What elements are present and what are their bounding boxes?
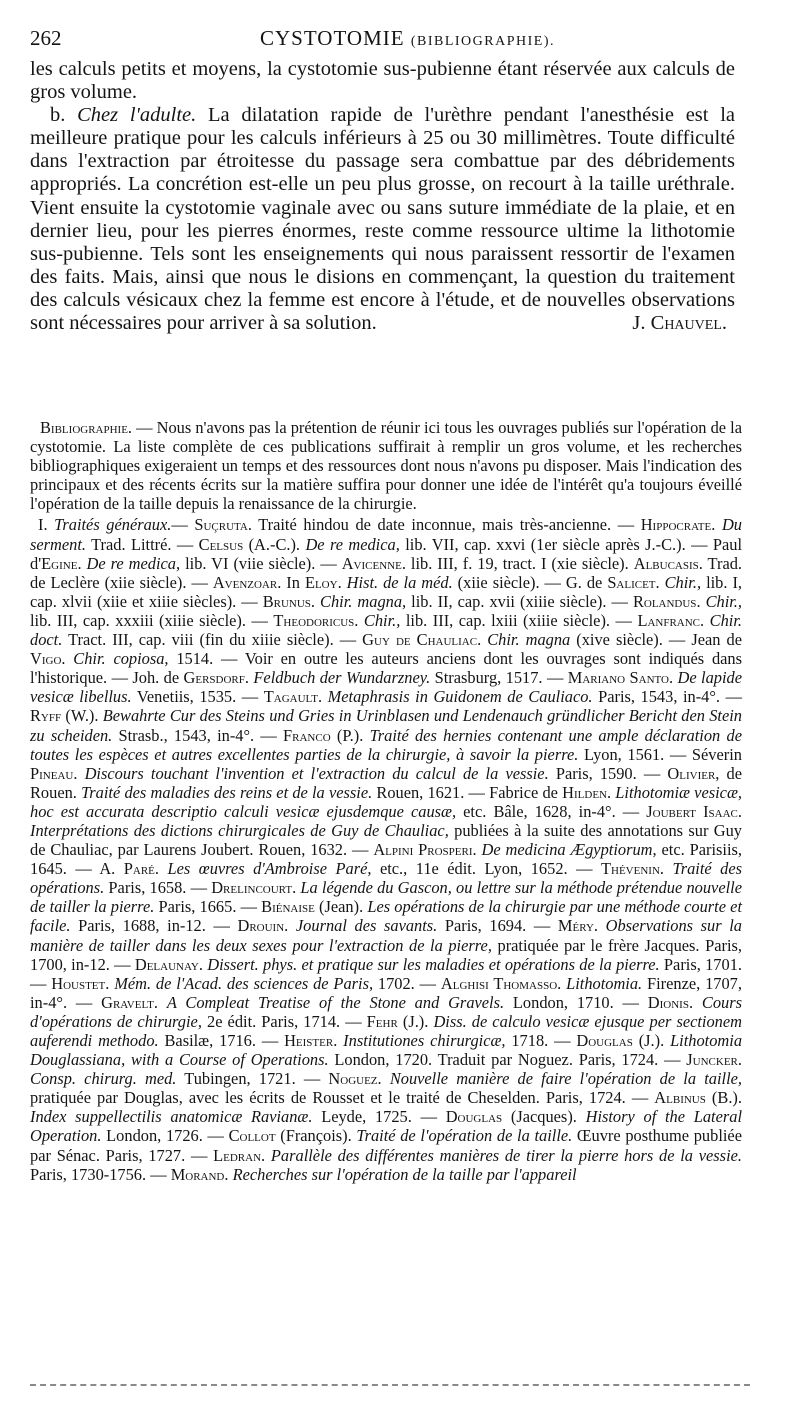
citation-text: Venetiis, 1535. — — [131, 687, 264, 707]
author-name: Eloy — [304, 572, 338, 592]
citation-text: . — [593, 916, 606, 936]
citation-text: . — [153, 992, 167, 1012]
citation-text: lib. I, cap. xlvii (xiie et xiiie siècles). — — [30, 572, 743, 611]
citation-text: lib. VI (viie siècle). — — [180, 553, 342, 573]
author-name: Fehr — [366, 1011, 398, 1031]
citation-text: (xive siècle). — Jean de — [570, 630, 742, 650]
citation-text: 1718. — — [505, 1031, 577, 1050]
citation-text: lib. III, cap. xxxiii (xiiie siècle). — — [30, 610, 274, 630]
author-name: Lanfranc — [637, 610, 701, 630]
citation-text: Paris, 1665. — — [154, 897, 262, 917]
work-title: Lithotomiæ vesicæ, hoc est accurata descriptio calculi vesicæ ejusdemque causæ, — [30, 782, 742, 821]
work-title: Les opérations de la chirurgie par une méthode courte et facile. — [30, 897, 742, 936]
citation-text: lib. VII, cap. xxvi (1er siècle après J.-C.). — Paul d' — [30, 534, 743, 573]
citation-text: . lib. III, f. 19, tract. I (xie siècle). — [401, 553, 634, 573]
page-number: 262 — [30, 26, 62, 50]
citation-text: Paris, 1730-1756. — — [30, 1164, 171, 1184]
work-title: La légende du Gascon, ou lettre sur la méthode prétendue nouvelle de tailler la pierre. — [30, 878, 742, 917]
work-title: Dissert. phys. et pratique sur les maladies et opérations de la pierre. — [207, 954, 660, 974]
citation-text: (A.-C.). — [243, 534, 306, 554]
author-name: Hippocrate — [640, 515, 712, 535]
citation-text: pratiquée par le frère Jacques. Paris, 1700, in-12. — — [30, 935, 742, 974]
citation-text: publiées à la suite des annotations sur Guy de Chauliac, par Laurens Joubert. Rouen, 1632. — — [30, 820, 743, 860]
citation-text: . — [333, 1031, 344, 1050]
paragraph-label: b. — [50, 104, 66, 127]
citation-text: . — [244, 668, 254, 688]
header-subtitle: (BIBLIOGRAPHIE). — [410, 34, 555, 49]
citation-text: . — [310, 591, 321, 611]
citation-text: (François). — [275, 1126, 357, 1146]
citation-text: . — [284, 916, 296, 936]
citation-text: . — [261, 1145, 271, 1165]
work-title: Diss. de calculo vesicæ ejusque per sectionem auferendi methodo. — [30, 1011, 742, 1050]
list-heading: Traités généraux. — [54, 515, 172, 535]
author-signature: J. Chauvel. — [632, 312, 727, 335]
citation-text: . — [105, 973, 115, 993]
citation-text: . — [377, 1069, 390, 1089]
citation-text: London, 1726. — — [101, 1126, 229, 1146]
citation-text: Lyon, 1561. — Séverin — [578, 744, 742, 764]
citation-text: Basilæ, 1716. — — [158, 1031, 285, 1050]
citation-text: . — [354, 610, 364, 630]
header-title — [260, 26, 555, 51]
author-name: Biénaise — [261, 897, 315, 917]
author-name: Juncker — [686, 1050, 738, 1070]
author-name: Joubert Isaac — [646, 801, 738, 821]
author-name: Heister — [284, 1031, 334, 1050]
citation-text: Trad. Littré. — — [86, 534, 199, 554]
author-name: Avenzoar — [212, 572, 278, 592]
author-name: Alpini Prosperi — [373, 840, 473, 860]
citation-text: . Traité hindou de date inconnue, mais très-ancienne. — — [247, 515, 641, 535]
work-title: Mém. de l'Acad. des sciences de Paris, — [114, 973, 374, 993]
author-name: Suçruta — [194, 515, 248, 535]
citation-text: (J.). — [632, 1031, 671, 1050]
paragraph-body: La dilatation rapide de l'urèthre pendant l'anesthésie est la meilleure pratique pour les calculs inférieurs à 25 ou 30 millimètres. Toute difficulté dans l'extraction par étroitesse du passage sera combattue par des débridements appropriés. La concrétion est-elle un peu plus grosse, on recourt à la taille uréthrale. Vient ensuite la cystotomie vaginale avec ou sans suture immédiate de la plaie, et en dernier lieu, pour les pierres énormes, reste comme ressource ultime la lithotomie sus-pubienne. Tels sont les enseignements qui nous paraissent ressortir de l'examen des faits. Mais, ainsi que nous le disions en commençant, la question du traitement des calculs vésicaux chez la femme est encore à l'étude, et de nouvelles observations sont nécessaires pour arriver à sa solution. — [30, 104, 736, 335]
author-name: Dionis — [647, 992, 689, 1012]
citation-text: Strasb., 1543, in-4°. — — [112, 725, 284, 745]
paragraph-adult — [30, 104, 735, 335]
work-title: Lithotomia Douglassiana, with a Course of Operations. — [30, 1031, 743, 1070]
citation-text: Œuvre posthume publiée par Sénac. Paris, 1727. — — [30, 1126, 742, 1165]
list-label: I. — [38, 515, 48, 535]
citation-text: . — [292, 878, 301, 898]
paragraph-heading: Chez l'adulte. — [77, 104, 197, 127]
author-name: Douglas — [576, 1031, 633, 1050]
citation-text: — — [171, 515, 195, 535]
citation-text: . — [711, 515, 722, 535]
citation-text: . — [700, 610, 710, 630]
work-title: Bewahrte Cur des Steins und Gries in Urinblasen und Lendenauch gründlicher Bericht den Stein zu scheiden. — [30, 706, 742, 745]
author-name: Morand — [170, 1164, 225, 1184]
work-title: De re medica, — [305, 534, 400, 554]
citation-text: . — [472, 840, 482, 860]
citation-text: Paris, 1543, in-4°. — — [592, 687, 742, 707]
citation-text: etc., 11e édit. Lyon, 1652. — — [371, 859, 601, 879]
author-name: Thévenin — [601, 859, 660, 879]
citation-text: (Jacques). — [502, 1107, 586, 1127]
work-title: Institutiones chirurgicæ, — [343, 1031, 506, 1050]
work-title: Cours d'opérations de chirurgie, — [30, 992, 742, 1031]
work-title: Recherches sur l'opération de la taille par l'appareil — [232, 1164, 577, 1184]
author-name: Delaunay — [134, 954, 199, 974]
citation-text: . — [73, 763, 85, 783]
citation-text: Paris, 1688, in-12. — — [70, 916, 238, 936]
work-title: Chir., — [705, 591, 743, 611]
citation-text: etc. Parisiis, 1645. — A. — [30, 840, 742, 879]
author-name: Alghisi Thomasso — [440, 973, 558, 993]
work-title: Feldbuch der Wundarzney. — [253, 668, 431, 688]
author-name: Drouin — [237, 916, 285, 936]
citation-text: Paris, 1701. — — [30, 954, 742, 993]
work-title: Observations sur la manière de tailler dans les deux sexes pour l'extraction de la pierre, — [30, 916, 742, 955]
work-title: History of the Lateral Operation. — [30, 1107, 743, 1146]
author-name: Albucasis — [633, 553, 699, 573]
citation-text: Firenze, 1707, in-4°. — — [30, 973, 742, 1012]
citation-text: (P.). — [330, 725, 370, 745]
author-name: Gravelt — [101, 992, 154, 1012]
work-title: Chir., — [664, 572, 702, 592]
citation-text: Paris, 1694. — — [437, 916, 558, 936]
citation-text: . — [224, 1164, 233, 1184]
citation-text: . — [737, 1050, 742, 1070]
citation-text: . — [77, 553, 87, 573]
citation-text: . — [688, 992, 702, 1012]
author-name: Rolandus — [632, 591, 697, 611]
citation-text: . Trad. de Leclère (xiie siècle). — — [30, 553, 743, 592]
citation-text: . — [737, 801, 742, 821]
footer-rule — [30, 1384, 750, 1388]
work-title: Parallèle des différentes manières de tirer la pierre hors de la vessie. — [270, 1145, 742, 1165]
citation-text: . — [198, 954, 208, 974]
work-title: Du serment. — [30, 515, 742, 554]
author-name: Drelincourt — [211, 878, 293, 898]
author-name: Pineau — [30, 763, 74, 783]
author-name: Ledran — [213, 1145, 262, 1165]
author-name: Guy de Chauliac — [362, 630, 478, 650]
citation-text: . — [696, 591, 706, 611]
citation-text: London, 1720. Traduit par Noguez. Paris, 1724. — — [328, 1050, 687, 1070]
header-title-main: CYSTOTOMIE — [260, 26, 405, 50]
work-title: De re medica, — [86, 553, 181, 573]
work-title: Traité des opérations. — [30, 859, 742, 898]
bibliography-intro — [30, 418, 742, 513]
author-name: Houstet — [51, 973, 106, 993]
author-name: Avicenne — [341, 553, 402, 573]
citation-text: (B.). — [705, 1088, 742, 1108]
author-name: Gersdorf — [183, 668, 245, 688]
work-title: Nouvelle manière de faire l'opération de la taille, — [389, 1069, 742, 1089]
author-name: Olivier — [667, 763, 716, 783]
author-name: Franco — [283, 725, 331, 745]
work-title: De lapide vesicæ libellus. — [30, 668, 742, 707]
work-title: Lithotomia. — [566, 973, 643, 993]
citation-text: . — [668, 668, 678, 688]
citation-text: lib. III, cap. lxiii (xiiie siècle). — — [400, 610, 638, 630]
citation-text: Leyde, 1725. — — [312, 1107, 446, 1127]
work-title: Metaphrasis in Guidonem de Cauliaco. — [327, 687, 593, 707]
work-title: Traité des hernies contenant une ample déclaration de toutes les espèces et autres excellentes parties de la chirurgie, à savoir la pierre. — [30, 725, 742, 764]
work-title: Traité de l'opération de la taille. — [356, 1126, 573, 1146]
author-name: Tagault — [263, 687, 318, 707]
work-title: Les œuvres d'Ambroise Paré, — [167, 859, 372, 879]
citation-text: (xiie siècle). — G. de — [452, 572, 608, 592]
citation-text: Rouen, 1621. — Fabrice de — [372, 782, 563, 802]
work-title: Chir. magna — [487, 630, 571, 650]
work-title: Chir. magna, — [320, 591, 407, 611]
author-name: Paré — [123, 859, 155, 879]
work-title: Traité des maladies des reins et de la vessie. — [81, 782, 373, 802]
author-name: Vigo — [30, 649, 62, 669]
citation-text: . In — [277, 572, 305, 592]
author-name: Ryff — [30, 706, 62, 726]
work-title: Chir. copiosa, — [73, 649, 169, 669]
bibliography-list — [30, 515, 742, 1183]
citation-text: 1702. — — [373, 973, 441, 993]
paragraph-continuation: les calculs petits et moyens, la cystotomie sus-pubienne étant réservée aux calculs de gros volume. — [30, 58, 735, 104]
author-name: Hilden — [562, 782, 607, 802]
author-name: Theodoricus — [273, 610, 355, 630]
author-name: Méry — [557, 916, 594, 936]
citation-text: Tract. III, cap. viii (fin du xiiie siècle). — — [62, 630, 363, 650]
citation-text: pratiquée par Douglas, avec les écrits de Rousset et le traité de Cheselden. Paris, 1724. — — [30, 1088, 655, 1108]
citation-text: Strasburg, 1517. — — [430, 668, 568, 688]
work-title: Consp. chirurg. med. — [30, 1069, 177, 1089]
work-title: Journal des savants. — [295, 916, 438, 936]
author-name: Salicet — [607, 572, 656, 592]
work-title: Chir., — [363, 610, 401, 630]
citation-text: Tubingen, 1721. — — [176, 1069, 329, 1089]
work-title: De medicina Ægyptiorum, — [481, 840, 657, 860]
work-title: Index suppellectilis anatomicæ Ravianæ. — [30, 1107, 313, 1127]
author-name: Egine — [41, 553, 78, 573]
citation-text: (J.). — [397, 1011, 434, 1031]
work-title: A Compleat Treatise of the Stone and Gravels. — [166, 992, 505, 1012]
citation-text: . — [154, 859, 168, 879]
citation-text: 2e édit. Paris, 1714. — — [201, 1011, 367, 1031]
citation-text: . — [659, 859, 673, 879]
work-title: Chir. doct. — [30, 610, 742, 650]
citation-text: Paris, 1658. — — [104, 878, 212, 898]
author-name: Noguez — [328, 1069, 378, 1089]
citation-text: (W.). — [61, 706, 103, 726]
citation-text: Paris, 1590. — — [548, 763, 668, 783]
citation-text: . — [337, 572, 347, 592]
citation-text: (Jean). — [314, 897, 368, 917]
bibliography-section — [30, 418, 742, 1184]
citation-text: . — [317, 687, 328, 707]
author-name: Collot — [228, 1126, 276, 1146]
bibliography-label: Bibliographie. — [40, 418, 133, 437]
citation-text: etc. Bâle, 1628, in-4°. — — [456, 801, 647, 821]
main-text — [30, 58, 735, 335]
citation-text: . — [655, 572, 665, 592]
citation-text: . — [607, 782, 616, 802]
citation-text: , de Rouen. — [30, 763, 743, 802]
running-header — [30, 26, 760, 56]
work-title: Discours touchant l'invention et l'extraction du calcul de la vessie. — [84, 763, 549, 783]
author-name: Douglas — [445, 1107, 503, 1127]
author-name: Albinus — [654, 1088, 706, 1108]
author-name: Mariano Santo — [567, 668, 669, 688]
citation-text: . — [61, 649, 74, 669]
author-name: Celsus — [198, 534, 244, 554]
citation-text: . — [477, 630, 488, 650]
citation-text: 1514. — Voir en outre les auteurs anciens dont les ouvrages sont indiqués dans l'historique. — Joh. de — [30, 649, 742, 688]
author-name: Brunus — [262, 591, 311, 611]
bibliography-intro-text: — Nous n'avons pas la prétention de réunir ici tous les ouvrages publiés sur l'opération de la cystotomie. La liste complète de ces publications suffirait à remplir un gros volume, et les recherches bibliographiques exigeraient un temps et des ressources dont nous n'avons pu disposer. Mais l'indication des principaux et des récents écrits sur la matière suffira pour donner une idée de l'intérêt qu'a toujours éveillé l'opération de la taille depuis la renaissance de la chirurgie. — [30, 418, 742, 514]
citation-text: . — [557, 973, 567, 993]
citation-text: lib. II, cap. xvii (xiiie siècle). — — [406, 591, 633, 611]
work-title: Hist. de la méd. — [346, 572, 453, 592]
work-title: Interprétations des dictions chirurgicales de Guy de Chauliac, — [30, 820, 449, 840]
citation-text: London, 1710. — — [504, 992, 648, 1012]
